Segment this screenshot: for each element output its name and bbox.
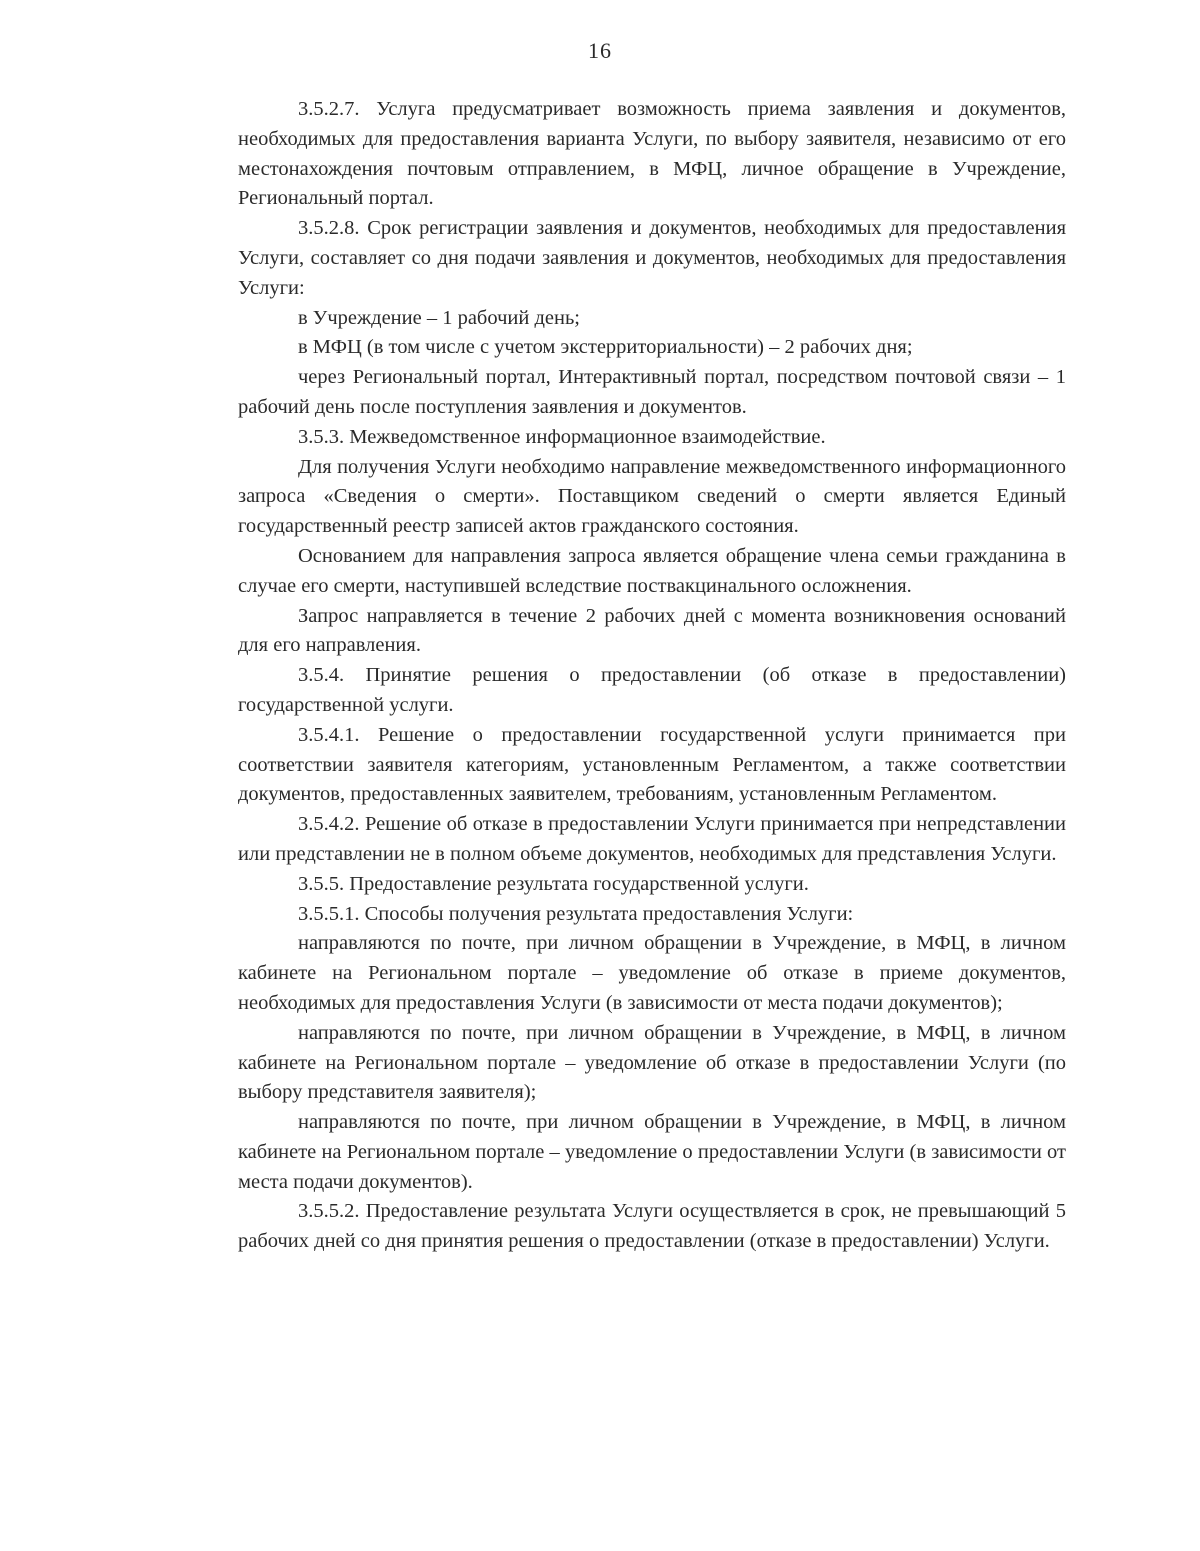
paragraph-3-5-5: 3.5.5. Предоставление результата государственной услуги. (298, 872, 809, 895)
document-body (238, 95, 1066, 1257)
list-item-refusal-acceptance: направляются по почте, при личном обращении в Учреждение, в МФЦ, в личном кабинете на Региональном портале – уведомление об отказе в приеме документов, необходимых для предоставления Услуги (в зависимости от места подачи документов); (238, 932, 1066, 1014)
paragraph-request-basis: Основанием для направления запроса является обращение члена семьи гражданина в случае его смерти, наступившей вследствие поствакцинального осложнения. (238, 544, 1066, 597)
paragraph-3-5-4: 3.5.4. Принятие решения о предоставлении (об отказе в предоставлении) государственной услуги. (238, 664, 1066, 716)
list-item-mfc-deadline: в МФЦ (в том числе с учетом экстерриториальности) – 2 рабочих дня; (298, 336, 913, 359)
list-item-portal-deadline: через Региональный портал, Интерактивный портал, посредством почтовой связи – 1 рабочий день после поступления заявления и документов. (238, 366, 1066, 418)
paragraph-3-5-2-7: 3.5.2.7. Услуга предусматривает возможность приема заявления и документов, необходимых для предоставления варианта Услуги, по выбору заявителя, независимо от его местонахождения почтовым отправлением, в МФЦ, личное обращение в Учреждение, Региональный портал. (238, 98, 1066, 210)
list-item-refusal-provision: направляются по почте, при личном обращении в Учреждение, в МФЦ, в личном кабинете на Региональном портале – уведомление об отказе в предоставлении Услуги (по выбору представителя заявителя); (238, 1021, 1066, 1104)
paragraph-3-5-4-2: 3.5.4.2. Решение об отказе в предоставлении Услуги принимается при непредставлении или представлении не в полном объеме документов, необходимых для представления Услуги. (238, 813, 1066, 865)
paragraph-3-5-3: 3.5.3. Межведомственное информационное взаимодействие. (298, 425, 826, 448)
page-number: 16 (588, 38, 612, 63)
paragraph-interagency-request: Для получения Услуги необходимо направление межведомственного информационного запроса «Сведения о смерти». Поставщиком сведений о смерти является Единый государственный реестр записей актов гражданского состояния. (238, 455, 1066, 538)
list-item-institution-deadline: в Учреждение – 1 рабочий день; (298, 306, 581, 329)
paragraph-3-5-2-8: 3.5.2.8. Срок регистрации заявления и документов, необходимых для предоставления Услуги, составляет со дня подачи заявления и документов, необходимых для предоставления Услуги: (238, 217, 1066, 299)
paragraph-3-5-5-1: 3.5.5.1. Способы получения результата предоставления Услуги: (298, 902, 854, 925)
paragraph-3-5-4-1: 3.5.4.1. Решение о предоставлении государственной услуги принимается при соответствии заявителя категориям, установленным Регламентом, а также соответствии документов, предоставленных заявителем, требованиям, установленным Регламентом. (238, 723, 1066, 806)
paragraph-3-5-5-2: 3.5.5.2. Предоставление результата Услуги осуществляется в срок, не превышающий 5 рабочих дней со дня принятия решения о предоставлении (отказе в предоставлении) Услуги. (238, 1200, 1066, 1253)
paragraph-request-timing: Запрос направляется в течение 2 рабочих дней с момента возникновения оснований для его направления. (238, 604, 1066, 657)
list-item-provision-notice: направляются по почте, при личном обращении в Учреждение, в МФЦ, в личном кабинете на Региональном портале – уведомление о предоставлении Услуги (в зависимости от места подачи документов). (238, 1111, 1066, 1193)
